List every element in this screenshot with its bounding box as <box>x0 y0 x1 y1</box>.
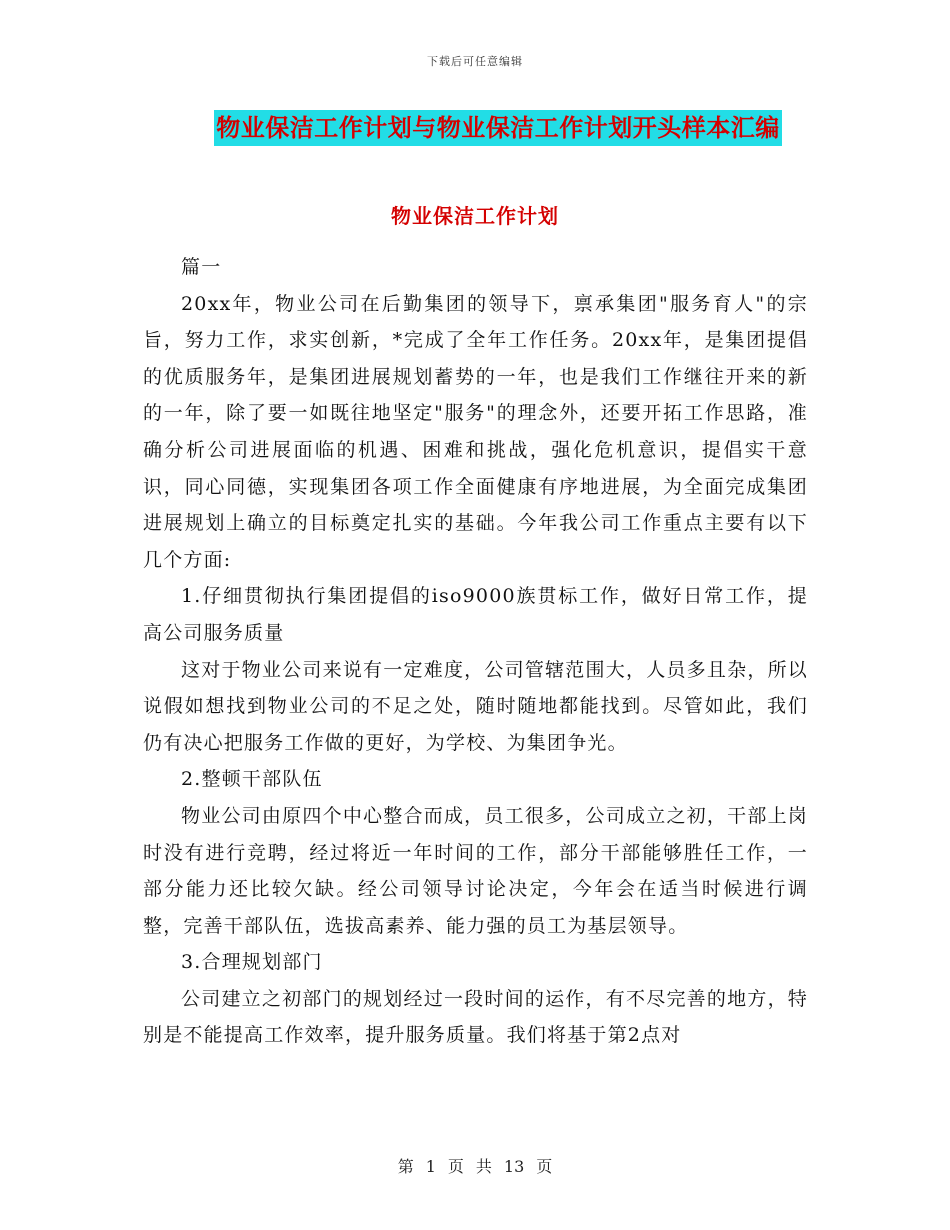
paragraph: 公司建立之初部门的规划经过一段时间的运作，有不尽完善的地方，特别是不能提高工作效率，提升服务质量。我们将基于第2点对 <box>143 987 808 1047</box>
paragraph: 物业公司由原四个中心整合而成，员工很多，公司成立之初，干部上岗时没有进行竞聘，经过将近一年时间的工作，部分干部能够胜任工作，一部分能力还比较欠缺。经公司领导讨论决定，今年会在适当时候进行调整，完善干部队伍，选拔高素养、能力强的员工为基层领导。 <box>143 804 808 937</box>
section-label: 篇一 <box>181 256 222 278</box>
document-body <box>143 249 808 1054</box>
page-footer <box>0 1154 950 1177</box>
main-title-container <box>0 110 950 146</box>
page-number: 1 <box>425 1157 436 1176</box>
paragraph: 3.合理规划部门 <box>181 951 323 974</box>
paragraph: 这对于物业公司来说有一定难度，公司管辖范围大，人员多且杂，所以说假如想找到物业公司的不足之处，随时随地都能找到。尽管如此，我们仍有决心把服务工作做的更好，为学校、为集团争光。 <box>143 658 808 754</box>
paragraph: 2.整顿干部队伍 <box>181 768 323 791</box>
page-unit: 页 <box>447 1157 464 1176</box>
total-unit: 页 <box>536 1157 553 1176</box>
page-word: 第 <box>397 1157 414 1176</box>
total-word: 共 <box>475 1157 492 1176</box>
paragraph: 1.仔细贯彻执行集团提倡的iso9000族贯标工作，做好日常工作，提高公司服务质量 <box>143 585 808 644</box>
header-note: 下载后可任意编辑 <box>427 55 523 68</box>
section-title: 物业保洁工作计划 <box>391 204 559 228</box>
paragraph: 20xx年，物业公司在后勤集团的领导下，禀承集团"服务育人"的宗旨，努力工作，求实创新，*完成了全年工作任务。20xx年，是集团提倡的优质服务年，是集团进展规划蓄势的一年，也是我们工作继往开来的新的一年，除了要一如既往地坚定"服务"的理念外，还要开拓工作思路，准确分析公司进展面临的机遇、困难和挑战，强化危机意识，提倡实干意识，同心同德，实现集团各项工作全面健康有序地进展，为全面完成集团进展规划上确立的目标奠定扎实的基础。今年我公司工作重点主要有以下几个方面: <box>143 292 808 571</box>
document-title: 物业保洁工作计划与物业保洁工作计划开头样本汇编 <box>214 110 782 146</box>
total-pages: 13 <box>503 1157 525 1176</box>
